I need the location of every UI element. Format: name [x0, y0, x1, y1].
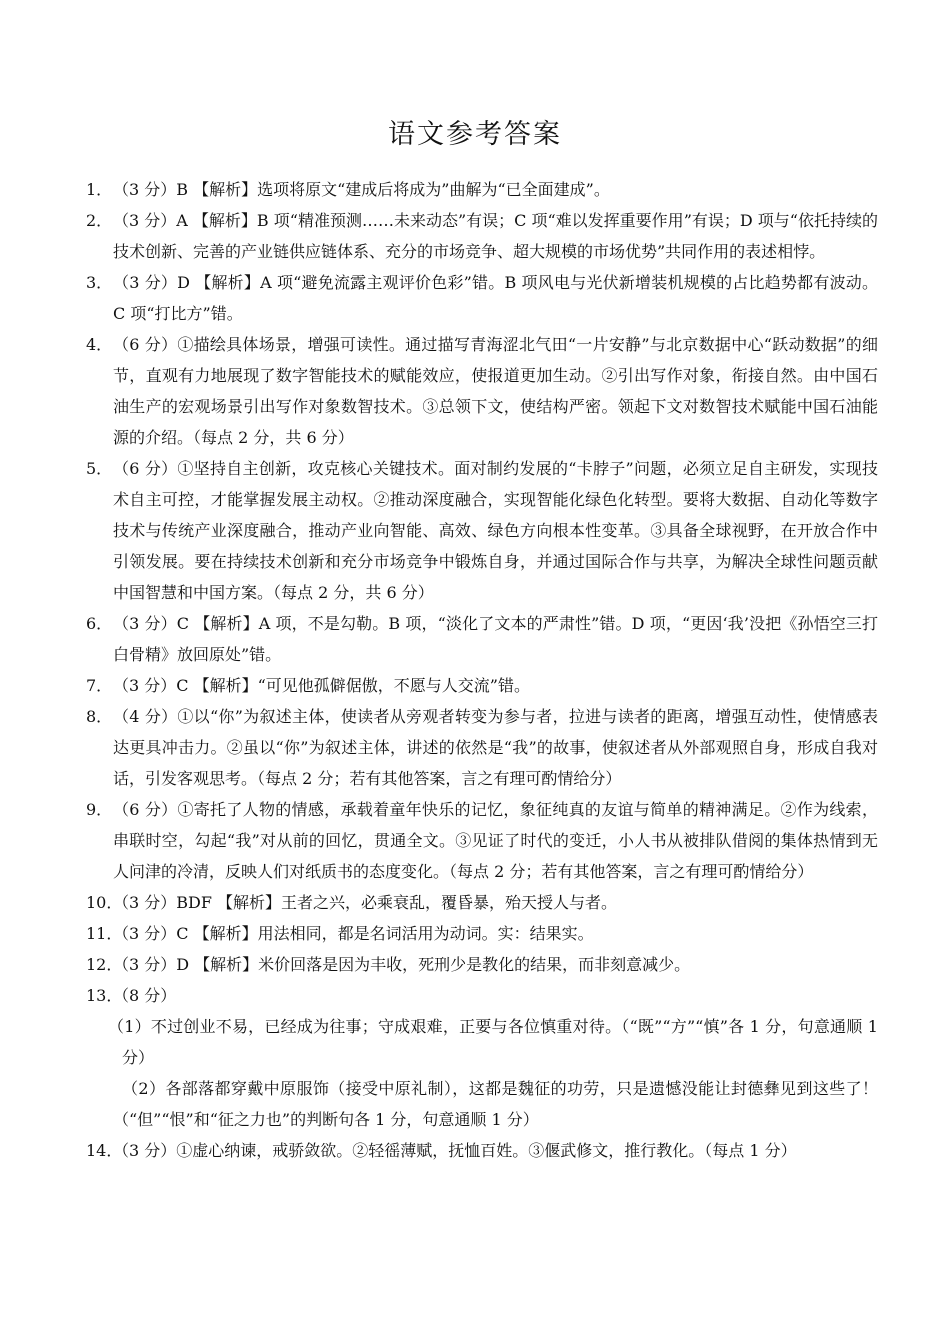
answer-item-6: [86, 608, 878, 670]
answer-list: [86, 174, 878, 1166]
item-text: （6 分）①寄托了人物的情感，承载着童年快乐的记忆，象征纯真的友谊与简单的精神满足。②作为线索，串联时空，勾起“我”对从前的回忆，贯通全文。③见证了时代的变迁，小人书从被排队借阅的集体热情到无人问津的冷清，反映人们对纸质书的态度变化。（每点 2 分；若有其他答案，言之有理可酌情给分）: [113, 800, 878, 881]
answer-item-10: [86, 887, 878, 918]
item-number: 3．: [86, 273, 113, 292]
item-number: 7．: [86, 676, 113, 695]
item-number: 4．: [86, 335, 113, 354]
item-text: （6 分）①坚持自主创新，攻克核心关键技术。面对制约发展的“卡脖子”问题，必须立足自主研发，实现技术自主可控，才能掌握发展主动权。②推动深度融合，实现智能化绿色化转型。要将大数据、自动化等数字技术与传统产业深度融合，推动产业向智能、高效、绿色方向根本性变革。③具备全球视野，在开放合作中引领发展。要在持续技术创新和充分市场竞争中锻炼自身，并通过国际合作与共享，为解决全球性问题贡献中国智慧和中国方案。（每点 2 分，共 6 分）: [113, 459, 878, 602]
page-title: 语文参考答案: [388, 119, 562, 150]
answer-item-12: [86, 949, 878, 980]
answer-item-9: [86, 794, 878, 887]
answer-item-1: [86, 174, 878, 205]
item-text: （3 分）C 【解析】A 项，不是勾勒。B 项，“淡化了文本的严肃性”错。D 项，“更因‘我’没把《孙悟空三打白骨精》放回原处”错。: [113, 614, 878, 664]
item-text: （3 分）D 【解析】A 项“避免流露主观评价色彩”错。B 项风电与光伏新增装机规模的占比趋势都有波动。C 项“打比方”错。: [113, 273, 878, 323]
answer-item-5: [86, 453, 878, 608]
item-number: 5．: [86, 459, 113, 478]
item-number: 1．: [86, 180, 113, 199]
item-number: 6．: [86, 614, 113, 633]
answer-item-3: [86, 267, 878, 329]
item-text: （6 分）①描绘具体场景，增强可读性。通过描写青海涩北气田“一片安静”与北京数据中心“跃动数据”的细节，直观有力地展现了数字智能技术的赋能效应，使报道更加生动。②引出写作对象，衔接自然。由中国石油生产的宏观场景引出写作对象数智技术。③总领下文，使结构严密。领起下文对数智技术赋能中国石油能源的介绍。（每点 2 分，共 6 分）: [113, 335, 878, 447]
answer-item-4: [86, 329, 878, 453]
q13-subanswer-1: （1）不过创业不易，已经成为往事；守成艰难，正要与各位慎重对待。（“既”“方”“慎”各 1 分，句意通顺 1 分）: [108, 1017, 878, 1067]
item-text: （3 分）A 【解析】B 项“精准预测……未来动态”有误；C 项“难以发挥重要作用”有误；D 项与“依托持续的技术创新、完善的产业链供应链体系、充分的市场竞争、超大规模的市场优势”共同作用的表述相悖。: [113, 211, 878, 261]
item-number: 13．: [86, 986, 123, 1005]
answer-item-13: [86, 980, 878, 1011]
q13-subanswer-2: （2）各部落都穿戴中原服饰（接受中原礼制），这都是魏征的功劳，只是遗憾没能让封德彝见到这些了！（“但”“恨”和“征之力也”的判断句各 1 分，句意通顺 1 分）: [113, 1079, 878, 1129]
answer-item-8: [86, 701, 878, 794]
item-text: （4 分）①以“你”为叙述主体，使读者从旁观者转变为参与者，拉进与读者的距离，增强互动性，使情感表达更具冲击力。②虽以“你”为叙述主体，讲述的依然是“我”的故事，使叙述者从外部观照自身，形成自我对话，引发客观思考。（每点 2 分；若有其他答案，言之有理可酌情给分）: [113, 707, 878, 788]
item-text: （3 分）B 【解析】选项将原文“建成后将成为”曲解为“已全面建成”。: [113, 180, 610, 199]
item-number: 12．: [86, 955, 123, 974]
item-number: 8．: [86, 707, 113, 726]
item-text: （3 分）C 【解析】用法相同，都是名词活用为动词。实：结果实。: [113, 924, 594, 943]
item-number: 2．: [86, 211, 113, 230]
answer-item-11: [86, 918, 878, 949]
item-text: （8 分）: [113, 986, 177, 1005]
item-number: 11．: [86, 924, 123, 943]
item-text: （3 分）D 【解析】米价回落是因为丰收，死刑少是教化的结果，而非刻意减少。: [113, 955, 691, 974]
item-text: （3 分）BDF 【解析】王者之兴，必乘衰乱，覆昏暴，殆天授人与者。: [113, 893, 618, 912]
answer-item-14: [86, 1135, 878, 1166]
item-number: 10．: [86, 893, 123, 912]
item-number: 14．: [86, 1141, 123, 1160]
answer-item-2: [86, 205, 878, 267]
item-text: （3 分）①虚心纳谏，戒骄敛欲。②轻徭薄赋，抚恤百姓。③偃武修文，推行教化。（每点 1 分）: [113, 1141, 797, 1160]
item-text: （3 分）C 【解析】“可见他孤僻倨傲，不愿与人交流”错。: [113, 676, 530, 695]
answer-item-7: [86, 670, 878, 701]
item-number: 9．: [86, 800, 113, 819]
